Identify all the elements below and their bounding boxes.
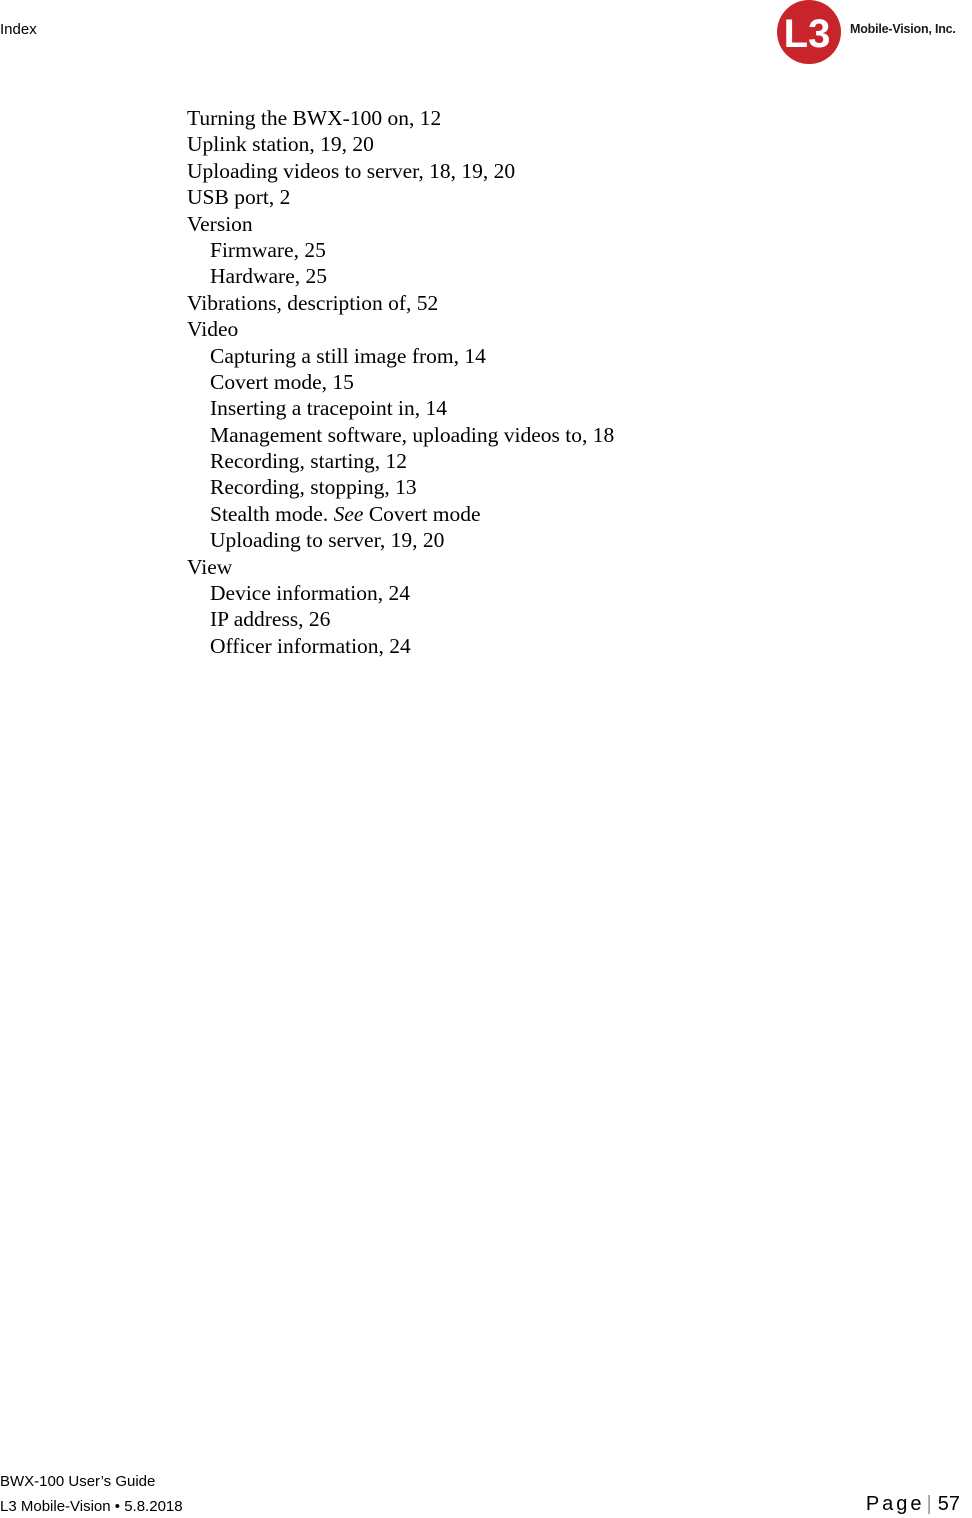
index-subentry <box>187 527 614 553</box>
index-entry-text: Hardware, 25 <box>210 264 328 289</box>
index-entry-text: Version <box>187 211 253 236</box>
index-list <box>187 105 614 659</box>
index-entry-text: Officer information, 24 <box>210 633 411 658</box>
index-subentry <box>187 422 614 448</box>
index-entry-text: Recording, starting, 12 <box>210 449 408 474</box>
index-subentry <box>187 448 614 474</box>
company-logo <box>774 0 972 64</box>
footer-company-date: L3 Mobile-Vision • 5.8.2018 <box>0 1498 183 1515</box>
index-subentry <box>187 343 614 369</box>
page-number-value: 57 <box>937 1493 960 1515</box>
section-title: Index <box>0 21 37 38</box>
see-reference: See <box>333 501 364 526</box>
index-subentry <box>187 606 614 632</box>
index-entry-text: USB port, 2 <box>187 185 291 210</box>
index-entry-text: Uploading videos to server, 18, 19, 20 <box>187 158 516 183</box>
index-entry-text: Device information, 24 <box>210 581 411 606</box>
index-entry <box>187 184 614 210</box>
company-name: Mobile-Vision, Inc. <box>850 22 956 36</box>
index-entry-text: Capturing a still image from, 14 <box>210 343 486 368</box>
see-target: Covert mode <box>363 501 481 526</box>
index-entry-text: View <box>187 554 233 579</box>
index-entry-text: Vibrations, description of, 52 <box>187 290 439 315</box>
index-subentry <box>187 237 614 263</box>
page-separator: | <box>926 1493 932 1515</box>
index-subentry <box>187 580 614 606</box>
footer-guide-title: BWX-100 User’s Guide <box>0 1473 156 1490</box>
index-subentry <box>187 501 614 527</box>
index-subentry <box>187 633 614 659</box>
index-entry-text: IP address, 26 <box>210 607 331 632</box>
index-entry <box>187 105 614 131</box>
index-entry-text: Stealth mode. <box>210 501 334 526</box>
index-entry <box>187 316 614 342</box>
l3-logo-icon <box>774 0 846 64</box>
index-entry-text: Uplink station, 19, 20 <box>187 132 374 157</box>
index-entry <box>187 158 614 184</box>
index-subentry <box>187 369 614 395</box>
index-entry-text: Management software, uploading videos to, 18 <box>210 422 615 447</box>
index-entry-text: Covert mode, 15 <box>210 369 354 394</box>
logo-mark: L3 <box>783 12 831 56</box>
index-entry-text: Turning the BWX-100 on, 12 <box>187 106 442 130</box>
index-entry <box>187 290 614 316</box>
index-entry-text: Firmware, 25 <box>210 237 326 262</box>
index-subentry <box>187 263 614 289</box>
page-label: Page <box>865 1493 925 1515</box>
index-subentry <box>187 474 614 500</box>
index-entry <box>187 211 614 237</box>
index-subentry <box>187 395 614 421</box>
index-entry <box>187 554 614 580</box>
page-number <box>866 1493 960 1516</box>
index-entry <box>187 131 614 157</box>
index-entry-text: Video <box>187 317 239 342</box>
index-entry-text: Recording, stopping, 13 <box>210 475 417 500</box>
index-entry-text: Uploading to server, 19, 20 <box>210 528 445 553</box>
index-entry-text: Inserting a tracepoint in, 14 <box>210 396 448 421</box>
